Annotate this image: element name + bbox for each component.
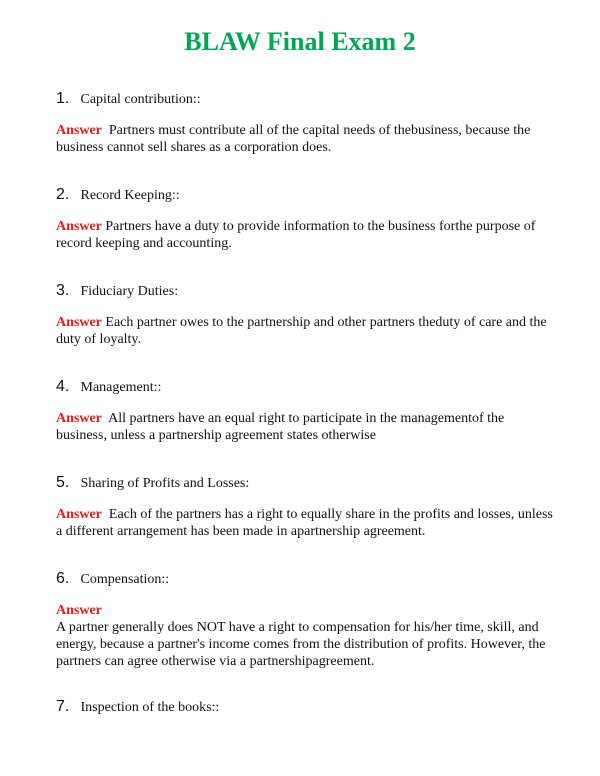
question-1 <box>56 90 556 109</box>
answer-label: Answer <box>56 411 102 426</box>
question-text: Management:: <box>80 380 162 395</box>
answer-text: Each of the partners has a right to equally share in the profits and losses, unless a different arrangement has been made in apartnership agreement. <box>56 507 553 539</box>
answer-text: Partners must contribute all of the capital needs of thebusiness, because the business cannot sell shares as a corporation does. <box>56 123 531 155</box>
answer-3 <box>56 314 556 348</box>
question-text: Capital contribution:: <box>80 92 201 107</box>
question-6 <box>56 570 556 589</box>
answer-2 <box>56 218 556 252</box>
question-4 <box>56 378 556 397</box>
answer-text: All partners have an equal right to participate in the managementof the business, unless a partnership agreement states otherwise <box>56 411 505 443</box>
question-7 <box>56 698 556 717</box>
question-number: 5. <box>56 474 70 491</box>
answer-text: A partner generally does NOT have a right to compensation for his/her time, skill, and energy, because a partner's income comes from the distribution of profits. However, the partners can agree otherwise via a partnershipagreement. <box>56 620 546 669</box>
question-text: Inspection of the books:: <box>80 700 220 715</box>
question-3 <box>56 282 556 301</box>
question-text: Fiduciary Duties: <box>80 284 179 299</box>
answer-label: Answer <box>56 219 102 234</box>
answer-label: Answer <box>56 507 102 522</box>
question-number: 2. <box>56 186 70 203</box>
question-number: 7. <box>56 698 70 715</box>
question-number: 1. <box>56 90 70 107</box>
question-text: Sharing of Profits and Losses: <box>80 476 250 491</box>
answer-4 <box>56 410 556 444</box>
question-text: Compensation:: <box>80 572 170 587</box>
answer-label: Answer <box>56 123 102 138</box>
question-number: 3. <box>56 282 70 299</box>
question-2 <box>56 186 556 205</box>
answer-text: Each partner owes to the partnership and other partners theduty of care and the duty of loyalty. <box>56 315 547 347</box>
answer-text: Partners have a duty to provide information to the business forthe purpose of record keeping and accounting. <box>56 219 536 251</box>
answer-5 <box>56 506 556 540</box>
answer-label: Answer <box>56 315 102 330</box>
answer-6 <box>56 602 556 670</box>
question-number: 6. <box>56 570 70 587</box>
answer-label: Answer <box>56 603 102 618</box>
question-5 <box>56 474 556 493</box>
answer-1 <box>56 122 556 156</box>
page-title: BLAW Final Exam 2 <box>184 27 416 56</box>
question-number: 4. <box>56 378 70 395</box>
question-text: Record Keeping:: <box>80 188 180 203</box>
